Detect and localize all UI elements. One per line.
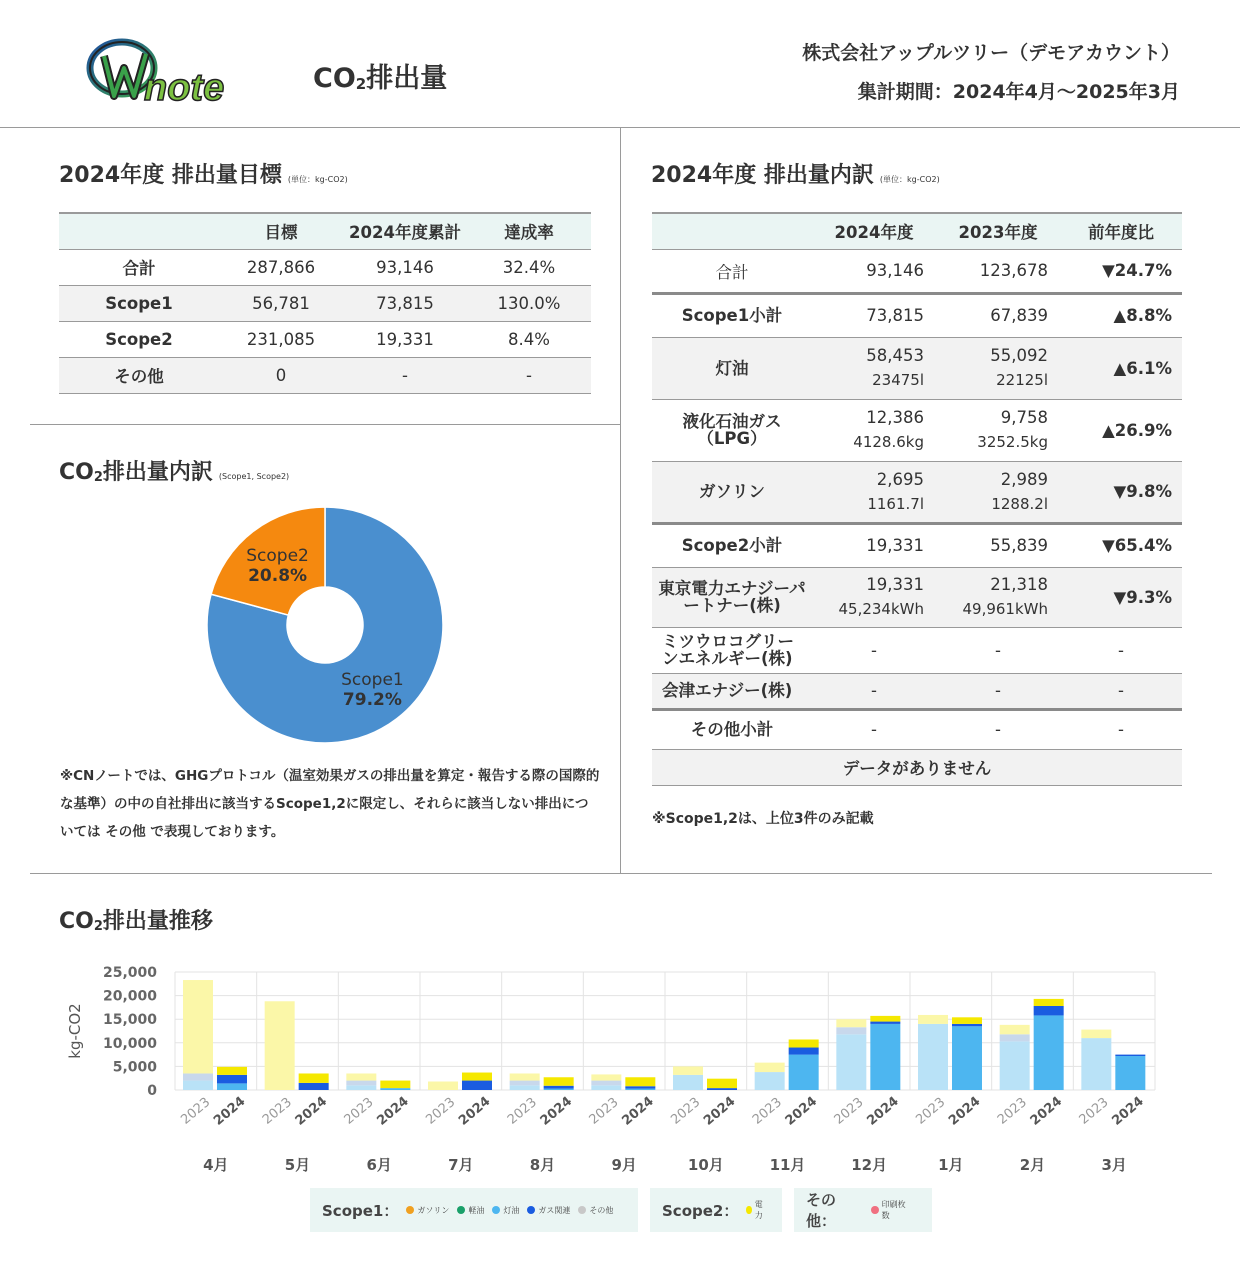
x-sub-label: 2023 [831,1094,867,1128]
x-sub-label: 2023 [259,1094,295,1128]
bar-segment [836,1019,866,1027]
bar-segment [299,1073,329,1082]
x-sub-label: 2023 [1076,1094,1112,1128]
bar-segment [183,1073,213,1080]
bar-segment [673,1075,703,1090]
y-tick-label: 0 [147,1083,157,1099]
bar-segment [755,1063,785,1072]
x-category-label: 11月 [769,1156,806,1174]
legend-item: ガス関連 [527,1205,570,1216]
table-row: ガソリン 2,695 1161.7l 2,989 1288.2l ▼9.8% [652,461,1182,523]
x-sub-label: 2024 [374,1093,412,1129]
table-row: 合計 93,146 123,678 ▼24.7% [652,249,1182,293]
bar-segment [789,1039,819,1047]
x-sub-label: 2024 [537,1093,576,1129]
bar-segment [836,1034,866,1090]
x-sub-label: 2023 [994,1094,1030,1128]
bar-segment [544,1089,574,1090]
bar-segment [346,1081,376,1086]
table-row: その他 0 - - [59,357,591,393]
bar-segment [544,1086,574,1089]
x-sub-label: 2024 [292,1093,331,1129]
bar-segment [217,1067,247,1075]
x-category-label: 3月 [1101,1156,1127,1174]
bar-segment [918,1015,948,1024]
bar-segment [462,1073,492,1081]
bar-segment [1115,1056,1145,1090]
legend-scope1: Scope1： ガソリン 軽油 灯油 ガス関連 その他 [310,1188,638,1232]
bar-segment [625,1089,655,1090]
table-row: その他小計 - - - [652,709,1182,749]
table-row: 灯油 58,453 23475l 55,092 22125l ▲6.1% [652,337,1182,399]
donut-value-label: 79.2% [342,689,402,710]
trend-bar-chart [60,955,1170,1180]
bar-segment [673,1066,703,1074]
bar-segment [380,1081,410,1089]
scope-note: ※Scope1,2は、上位3件のみ記載 [652,811,874,827]
x-sub-label: 2023 [749,1094,785,1128]
y-tick-label: 5,000 [112,1059,157,1076]
donut-label: Scope2 [246,546,309,567]
bar-segment [870,1024,900,1090]
legend-item: 軽油 [457,1205,484,1216]
bar-segment [1034,1015,1064,1090]
scope-donut-chart [200,500,450,750]
bar-segment [217,1083,247,1090]
x-sub-label: 2024 [946,1093,984,1129]
bar-segment [591,1074,621,1080]
bar-segment [870,1022,900,1024]
bar-segment [591,1081,621,1086]
legend-item: ガソリン [406,1205,449,1216]
bar-segment [380,1088,410,1090]
bar-segment [183,1081,213,1090]
bar-segment [265,1001,295,1090]
legend-scope2: Scope2： 電力 [650,1188,782,1232]
donut-value-label: 20.8% [248,566,308,587]
bar-segment [510,1085,540,1090]
table-row: Scope1小計 73,815 67,839 ▲8.8% [652,293,1182,337]
bar-segment [1034,1006,1064,1015]
bar-segment [836,1027,866,1034]
x-category-label: 2月 [1019,1156,1046,1174]
legend-item: 印刷枚数 [871,1199,912,1221]
page-title: $CO_2$排出量 [313,63,448,94]
bar-segment [625,1086,655,1088]
bar-segment [1081,1038,1111,1090]
aggregation-period: 集計期間：2024年4月～2025年3月 [857,81,1180,103]
bar-segment [870,1016,900,1022]
target-title: 2024年度 排出量目標 (単位：kg-CO2) [59,163,348,188]
bar-segment [707,1079,737,1088]
table-row: Scope2小計 19,331 55,839 ▼65.4% [652,523,1182,567]
bar-segment [1115,1055,1145,1056]
svg-text:note: note [144,67,225,108]
x-sub-label: 2023 [668,1094,704,1128]
x-sub-label: 2023 [913,1094,949,1128]
y-tick-label: 10,000 [102,1035,157,1052]
table-row: ミツウロコグリーンエネルギー(株) - - - [652,627,1182,673]
bar-segment [625,1077,655,1086]
table-row: 会津エナジー(株) - - - [652,673,1182,709]
bar-segment [1034,999,1064,1006]
x-category-label: 6月 [366,1156,392,1174]
cn-note-logo [86,34,246,108]
bar-segment [462,1081,492,1090]
x-sub-label: 2024 [211,1093,249,1129]
donut-label: Scope1 [341,669,404,690]
bar-segment [510,1081,540,1086]
x-sub-label: 2024 [782,1093,821,1129]
bar-segment [952,1017,982,1024]
x-category-label: 1月 [938,1156,964,1174]
bar-segment [1000,1034,1030,1041]
table-row: 液化石油ガス（LPG） 12,386 4128.6kg 9,758 3252.5kg ▲26.9% [652,399,1182,461]
bar-segment [789,1055,819,1090]
bar-segment [183,980,213,1073]
x-sub-label: 2024 [864,1093,902,1129]
vertical-divider [620,128,621,874]
left-divider [30,424,621,425]
y-tick-label: 25,000 [102,965,157,981]
bar-segment [918,1024,948,1090]
y-tick-label: 15,000 [102,1012,157,1029]
x-category-label: 9月 [611,1156,637,1174]
x-category-label: 7月 [448,1156,474,1174]
x-category-label: 5月 [284,1156,311,1174]
table-row: 合計 287,866 93,146 32.4% [59,249,591,285]
bar-segment [755,1072,785,1090]
x-sub-label: 2023 [178,1094,214,1128]
table-row: データがありません [652,749,1182,785]
bar-segment [1081,1030,1111,1038]
bar-segment [591,1085,621,1090]
bar-segment [707,1088,737,1090]
x-sub-label: 2023 [586,1094,622,1128]
table-row: Scope1 56,781 73,815 130.0% [59,285,591,321]
bar-segment [510,1073,540,1080]
x-category-label: 8月 [529,1156,556,1174]
x-sub-label: 2024 [701,1093,739,1129]
x-sub-label: 2024 [1109,1093,1147,1129]
x-sub-label: 2024 [456,1093,494,1129]
x-sub-label: 2024 [1027,1093,1066,1129]
y-axis-label: kg-CO2 [66,1003,84,1059]
bar-segment [952,1024,982,1026]
bar-segment [346,1073,376,1080]
company-name: 株式会社アップルツリー（デモアカウント） [802,42,1180,64]
header [0,0,1240,128]
donut-title: $CO_2$排出量内訳 (Scope1, Scope2) [59,460,290,485]
x-category-label: 12月 [851,1156,888,1174]
breakdown-table: 2024年度 2023年度 前年度比 合計 93,146 123,678 ▼24.7% Scope1小計 73,815 67,839 ▲8.8% 灯油 58,453 23475l 55,092 22125l ▲6.1% 液化石油ガス（LPG） 12,386 4128.6kg 9,758 3252.5kg ▲26.9% ガソリン 2,695 1161.7l 2,989 1288.2l ▼9.8% Scope2小計 19,331 55,839 ▼65.4% 東京電力エナジーパートナー(株) 19,331 45,234kWh 21,318 49,961kWh ▼9.3% ミツウロコグリーンエネルギー(株) - - - 会津エナジー(株) - - - その他小計 - - - データがありません [652,212,1182,786]
bar-segment [789,1048,819,1055]
legend-item: その他 [578,1205,613,1216]
x-category-label: 10月 [687,1156,724,1174]
table-row: Scope2 231,085 19,331 8.4% [59,321,591,357]
breakdown-title: 2024年度 排出量内訳 (単位：kg-CO2) [651,163,940,188]
bar-segment [299,1083,329,1090]
bar-segment [544,1077,574,1085]
bar-segment [428,1082,458,1090]
target-table: 目標 2024年度累計 達成率 合計 287,866 93,146 32.4% Scope1 56,781 73,815 130.0% Scope2 231,085 19,331 8.4% その他 0 - - [59,212,591,394]
x-sub-label: 2023 [504,1094,540,1128]
x-sub-label: 2023 [423,1094,459,1128]
bar-segment [1000,1041,1030,1090]
full-divider [30,873,1212,874]
bar-segment [346,1085,376,1090]
bar-segment [217,1075,247,1083]
table-row: 東京電力エナジーパートナー(株) 19,331 45,234kWh 21,318 49,961kWh ▼9.3% [652,567,1182,627]
y-tick-label: 20,000 [102,988,157,1005]
x-sub-label: 2023 [341,1094,377,1128]
legend-other: その他： 印刷枚数 [794,1188,932,1232]
legend-item: 灯油 [492,1205,519,1216]
bar-segment [952,1026,982,1090]
ghg-note: ※CNノートでは、GHGプロトコル（温室効果ガスの排出量を算定・報告する際の国際的な基準）の中の自社排出に該当するScope1,2に限定し、それらに該当しない排出については その他 で表現しております。 [60,768,600,840]
x-sub-label: 2024 [619,1093,657,1129]
trend-title: $CO_2$排出量推移 [59,909,213,934]
bar-segment [1000,1025,1030,1034]
x-category-label: 4月 [203,1156,229,1174]
legend-item: 電力 [746,1199,765,1221]
